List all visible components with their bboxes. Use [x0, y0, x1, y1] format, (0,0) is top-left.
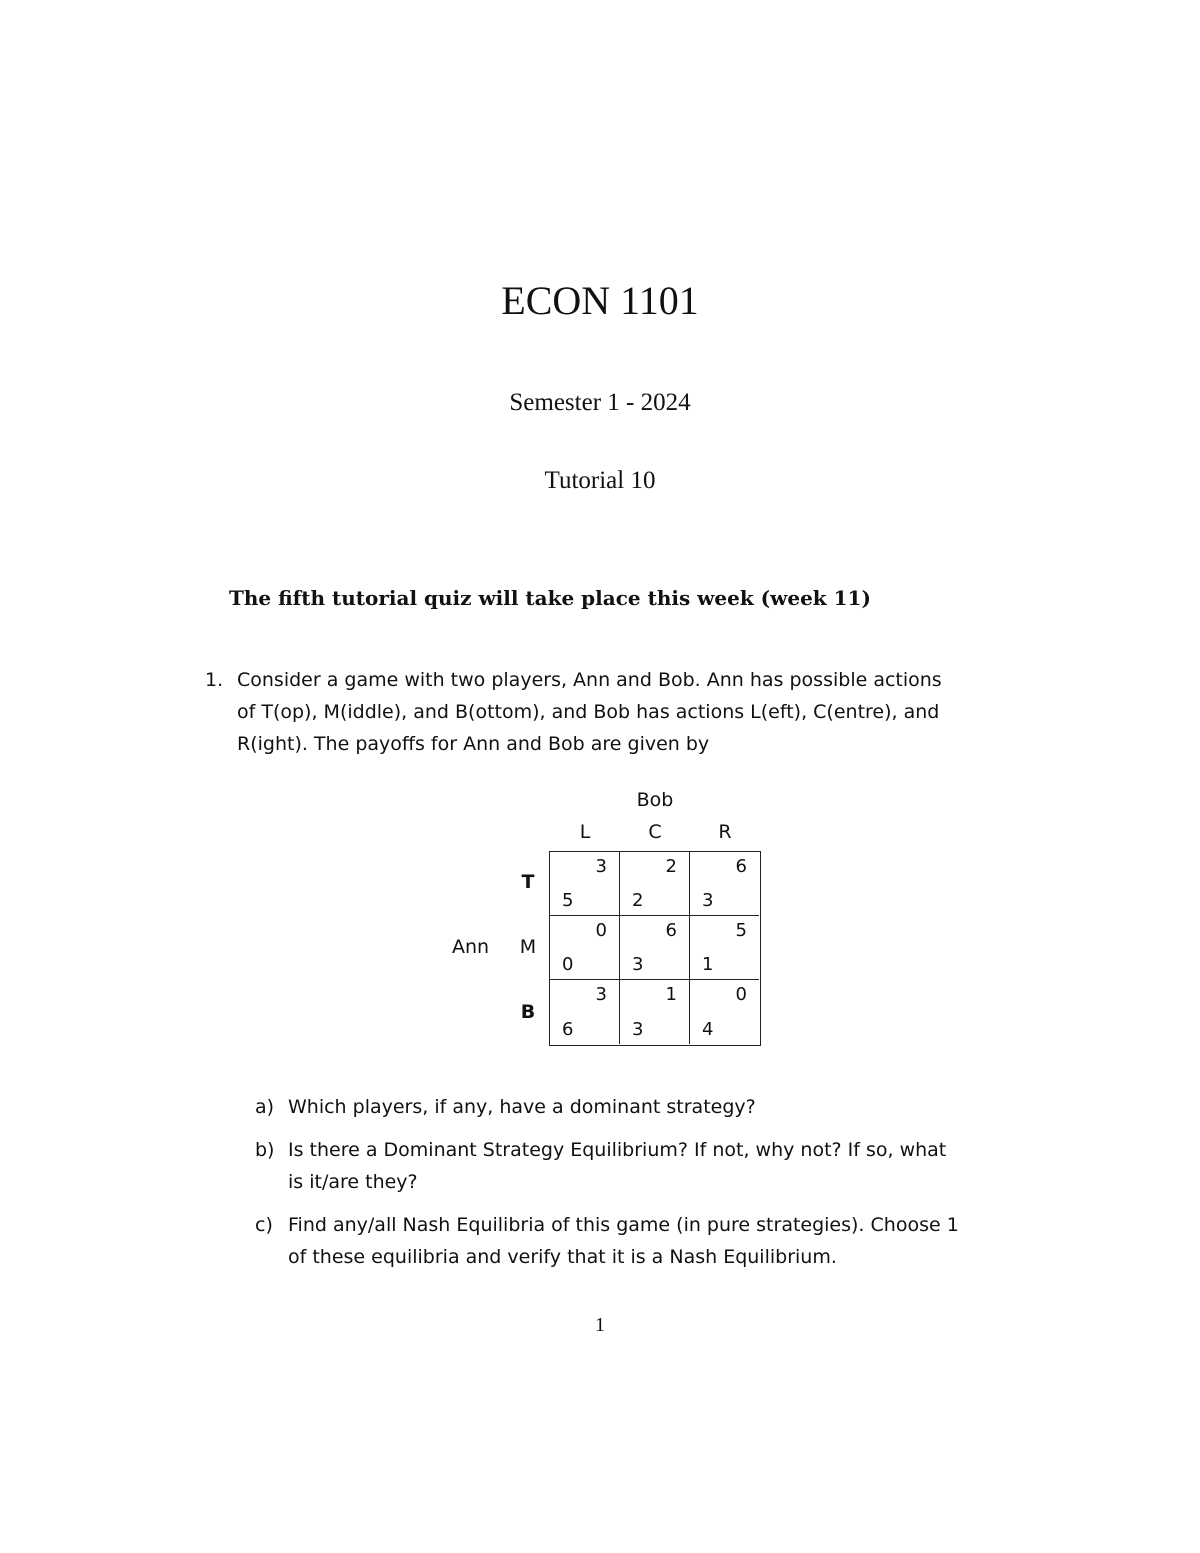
- payoff-cell: [690, 980, 759, 1044]
- ann-payoff: 2: [632, 890, 644, 911]
- subquestion-text: is it/are they?: [288, 1171, 418, 1193]
- tutorial-number: Tutorial 10: [544, 467, 656, 494]
- bob-payoff: 2: [665, 856, 677, 877]
- ann-payoff: 6: [562, 1019, 574, 1040]
- quiz-notice: The fifth tutorial quiz will take place this week (week 11): [229, 586, 871, 610]
- ann-payoff: 4: [702, 1019, 714, 1040]
- column-action-label: R: [718, 821, 732, 843]
- bob-payoff: 6: [735, 856, 747, 877]
- row-player-label: Ann: [452, 936, 490, 958]
- payoff-cell: [690, 852, 759, 916]
- payoff-cell: [690, 916, 759, 980]
- payoff-cell: [550, 980, 620, 1044]
- row-action-label: M: [519, 936, 537, 958]
- ann-payoff: 5: [562, 890, 574, 911]
- subquestion-text: Is there a Dominant Strategy Equilibrium? If not, why not? If so, what: [288, 1139, 947, 1161]
- question-number: 1.: [205, 669, 224, 691]
- subquestion-text: of these equilibria and verify that it is a Nash Equilibrium.: [288, 1246, 837, 1268]
- bob-payoff: 3: [595, 856, 607, 877]
- bob-payoff: 0: [735, 984, 747, 1005]
- bob-payoff: 5: [735, 920, 747, 941]
- question-text-line: of T(op), M(iddle), and B(ottom), and Bob has actions L(eft), C(entre), and: [237, 701, 940, 723]
- bob-payoff: 3: [595, 984, 607, 1005]
- row-action-label: T: [521, 871, 535, 893]
- subquestion-text: Find any/all Nash Equilibria of this game (in pure strategies). Choose 1: [288, 1214, 959, 1236]
- payoff-cell: [550, 916, 620, 980]
- ann-payoff: 3: [632, 954, 644, 975]
- payoff-cell: [620, 916, 690, 980]
- question-text-line: Consider a game with two players, Ann and Bob. Ann has possible actions: [237, 669, 942, 691]
- column-action-label: L: [579, 821, 591, 843]
- ann-payoff: 0: [562, 954, 574, 975]
- ann-payoff: 3: [702, 890, 714, 911]
- subquestion-label: a): [255, 1096, 275, 1118]
- payoff-matrix: [549, 851, 761, 1046]
- subquestion-text: Which players, if any, have a dominant strategy?: [288, 1096, 756, 1118]
- payoff-cell: [550, 852, 620, 916]
- semester-line: Semester 1 - 2024: [509, 389, 691, 416]
- document-title: ECON 1101: [501, 278, 699, 323]
- bob-payoff: 0: [595, 920, 607, 941]
- question-text-line: R(ight). The payoffs for Ann and Bob are given by: [237, 733, 710, 755]
- row-action-label: B: [520, 1001, 536, 1023]
- column-player-label: Bob: [636, 789, 674, 811]
- bob-payoff: 1: [665, 984, 677, 1005]
- payoff-cell: [620, 980, 690, 1044]
- payoff-cell: [620, 852, 690, 916]
- page-number: 1: [595, 1314, 605, 1336]
- column-action-label: C: [648, 821, 662, 843]
- ann-payoff: 1: [702, 954, 714, 975]
- subquestion-label: c): [255, 1214, 273, 1236]
- subquestion-label: b): [255, 1139, 275, 1161]
- ann-payoff: 3: [632, 1019, 644, 1040]
- bob-payoff: 6: [665, 920, 677, 941]
